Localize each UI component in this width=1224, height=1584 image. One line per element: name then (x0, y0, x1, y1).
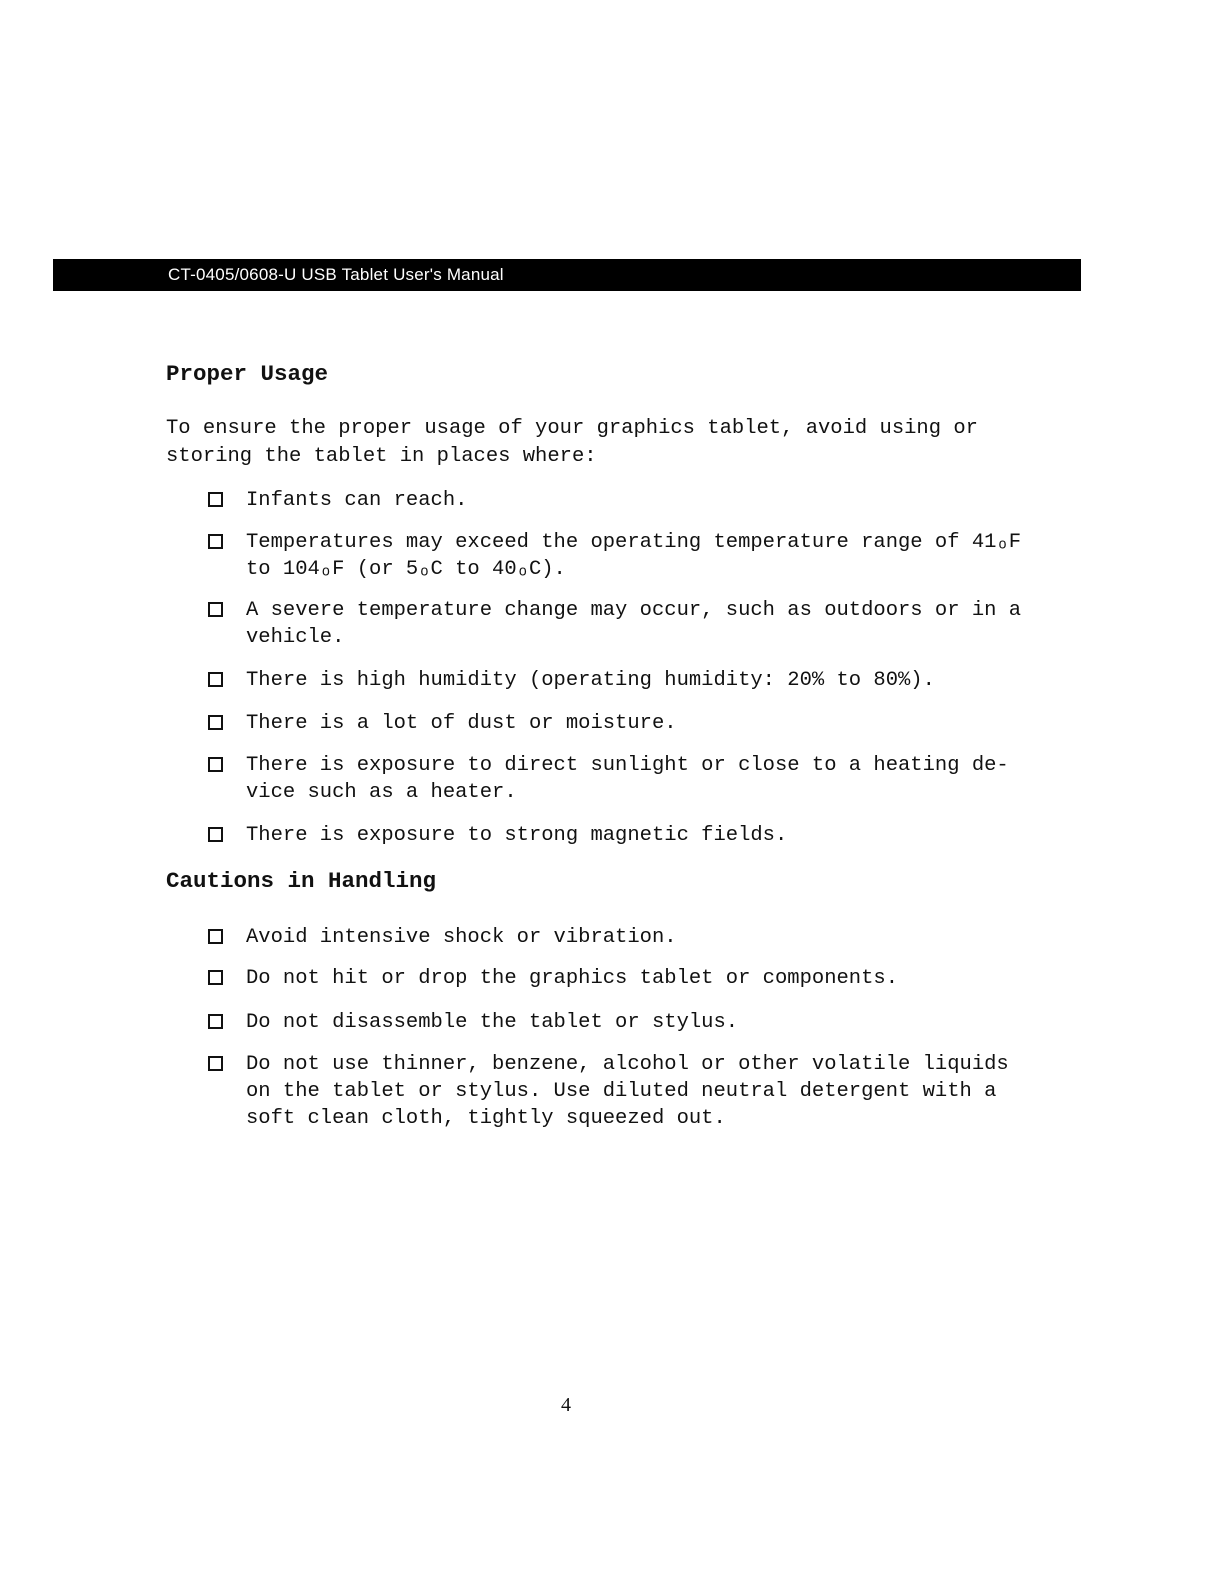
list-item-text: Do not hit or drop the graphics tablet or components. (246, 967, 899, 990)
list-item-text: vehicle. (246, 626, 345, 649)
section-heading-proper-usage: Proper Usage (166, 361, 329, 387)
intro-line: To ensure the proper usage of your graphics tablet, avoid using or (166, 417, 978, 440)
list-item-text: vice such as a heater. (246, 781, 517, 804)
list-item-text: soft clean cloth, tightly squeezed out. (246, 1107, 726, 1130)
intro-line: storing the tablet in places where: (166, 445, 597, 468)
list-item-text: There is a lot of dust or moisture. (246, 712, 677, 735)
intro-paragraph (166, 415, 978, 471)
checkbox-icon (208, 970, 223, 985)
list-item-text: Do not disassemble the tablet or stylus. (246, 1011, 739, 1034)
running-header (53, 259, 1081, 291)
checkbox-icon (208, 715, 223, 730)
checkbox-icon (208, 827, 223, 842)
section-heading-cautions: Cautions in Handling (166, 868, 437, 894)
list-item-text: A severe temperature change may occur, such as outdoors or in a (246, 599, 1022, 622)
checkbox-icon (208, 929, 223, 944)
checkbox-icon (208, 672, 223, 687)
checkbox-icon (208, 1056, 223, 1071)
page-number: 4 (561, 1394, 571, 1416)
list-item-text: Avoid intensive shock or vibration. (246, 926, 677, 949)
checkbox-icon (208, 534, 223, 549)
checkbox-icon (208, 492, 223, 507)
list-item-text: There is exposure to strong magnetic fields. (246, 824, 788, 847)
checkbox-icon (208, 757, 223, 772)
checkbox-icon (208, 1014, 223, 1029)
list-item-text: Temperatures may exceed the operating temperature range of 41ₒF (246, 531, 1022, 554)
checkbox-icon (208, 602, 223, 617)
list-item-text: Do not use thinner, benzene, alcohol or other volatile liquids (246, 1053, 1009, 1076)
header-title: CT-0405/0608-U USB Tablet User's Manual (168, 265, 504, 284)
list-item-text: to 104ₒF (or 5ₒC to 40ₒC). (246, 558, 566, 581)
list-item-text: There is exposure to direct sunlight or close to a heating de- (246, 754, 1009, 777)
list-item-text: on the tablet or stylus. Use diluted neutral detergent with a (246, 1080, 997, 1103)
list-item-text: Infants can reach. (246, 489, 468, 512)
list-item-text: There is high humidity (operating humidity: 20% to 80%). (246, 669, 935, 692)
